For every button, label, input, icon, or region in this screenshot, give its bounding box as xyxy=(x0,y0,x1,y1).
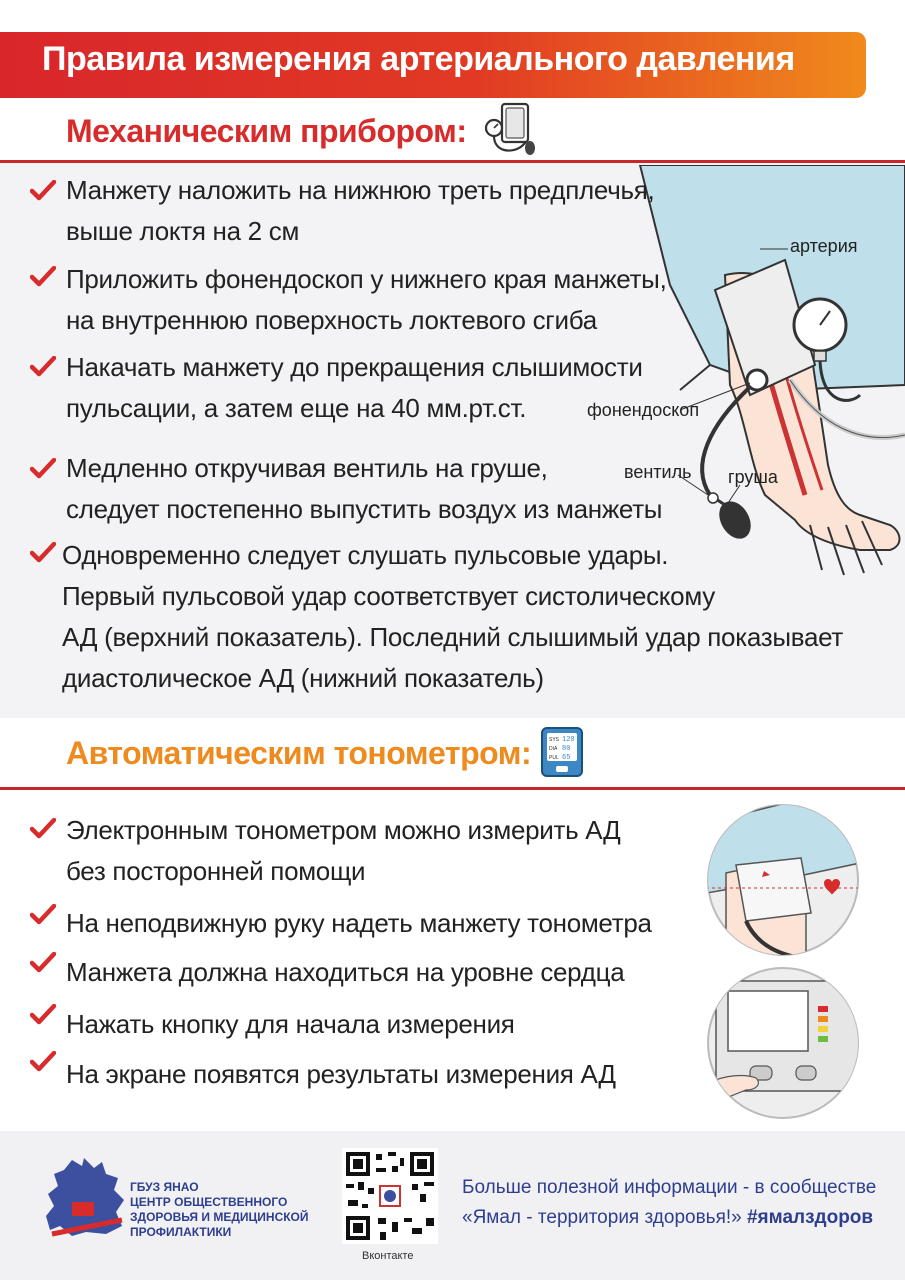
qr-caption: Вконтакте xyxy=(362,1250,414,1262)
qr-code[interactable] xyxy=(342,1148,438,1244)
label-bulb: груша xyxy=(728,467,778,487)
mechanical-item-3: Накачать манжету до прекращения слышимости пульсации, а затем еще на 40 мм.рт.ст. xyxy=(66,352,643,423)
monitor-closeup-illustration xyxy=(706,966,860,1120)
monitor-pul-value: 65 xyxy=(562,754,571,762)
label-phonendoscope: фонендоскоп xyxy=(587,400,700,420)
mechanical-item-1: Манжету наложить на нижнюю треть предплечья, выше локтя на 2 см xyxy=(66,175,655,246)
organization-name: ГБУЗ ЯНАО ЦЕНТР ОБЩЕСТВЕННОГО ЗДОРОВЬЯ И МЕДИЦИНСКОЙ ПРОФИЛАКТИКИ xyxy=(130,1180,309,1239)
checkmark-icon xyxy=(30,1051,56,1073)
page-title: Правила измерения артериального давления xyxy=(42,40,795,78)
arm-cuff-heart-illustration xyxy=(706,803,860,957)
checkmark-icon xyxy=(30,180,56,202)
automatic-item-5: На экране появятся результаты измерения АД xyxy=(66,1059,616,1089)
sphygmomanometer-icon xyxy=(482,102,538,158)
mechanical-section-heading: Механическим прибором: xyxy=(66,113,467,149)
automatic-item-3: Манжета должна находиться на уровне сердца xyxy=(66,957,625,987)
automatic-item-2: На неподвижную руку надеть манжету тонометра xyxy=(66,908,652,938)
checkmark-icon xyxy=(30,356,56,378)
yamal-map-logo xyxy=(42,1156,128,1238)
community-info: Больше полезной информации - в сообществе «Ямал - территория здоровья!» #ямалздоров xyxy=(462,1177,877,1228)
automatic-item-4: Нажать кнопку для начала измерения xyxy=(66,1009,515,1039)
checkmark-icon xyxy=(30,818,56,840)
checkmark-icon xyxy=(30,952,56,974)
checkmark-icon xyxy=(30,266,56,288)
hashtag[interactable]: #ямалздоров xyxy=(746,1207,874,1228)
section-divider xyxy=(0,787,905,790)
checkmark-icon xyxy=(30,458,56,480)
label-valve: вентиль xyxy=(624,462,692,482)
monitor-pul-label: PUL xyxy=(549,755,559,761)
monitor-sys-label: SYS xyxy=(549,737,560,743)
monitor-sys-value: 120 xyxy=(562,736,575,744)
blood-pressure-monitor-icon xyxy=(540,726,584,778)
automatic-section-heading: Автоматическим тонометром: xyxy=(66,735,532,771)
automatic-item-1: Электронным тонометром можно измерить АД без посторонней помощи xyxy=(66,815,621,886)
label-artery: артерия xyxy=(790,236,858,256)
checkmark-icon xyxy=(30,1004,56,1026)
checkmark-icon xyxy=(30,904,56,926)
monitor-dia-label: DIA xyxy=(549,746,558,752)
checkmark-icon xyxy=(30,542,56,564)
monitor-dia-value: 80 xyxy=(562,745,571,753)
mechanical-item-5: Одновременно следует слушать пульсовые удары. Первый пульсовой удар соответствует систолическому АД (верхний показатель). Последний слышимый удар показывает диастолическое АД (нижний показатель) xyxy=(62,540,844,693)
mechanical-item-2: Приложить фонендоскоп у нижнего края манжеты, на внутреннюю поверхность локтевого сгиба xyxy=(66,264,667,335)
mechanical-item-4: Медленно откручивая вентиль на груше, следует постепенно выпустить воздух из манжеты xyxy=(66,453,663,524)
